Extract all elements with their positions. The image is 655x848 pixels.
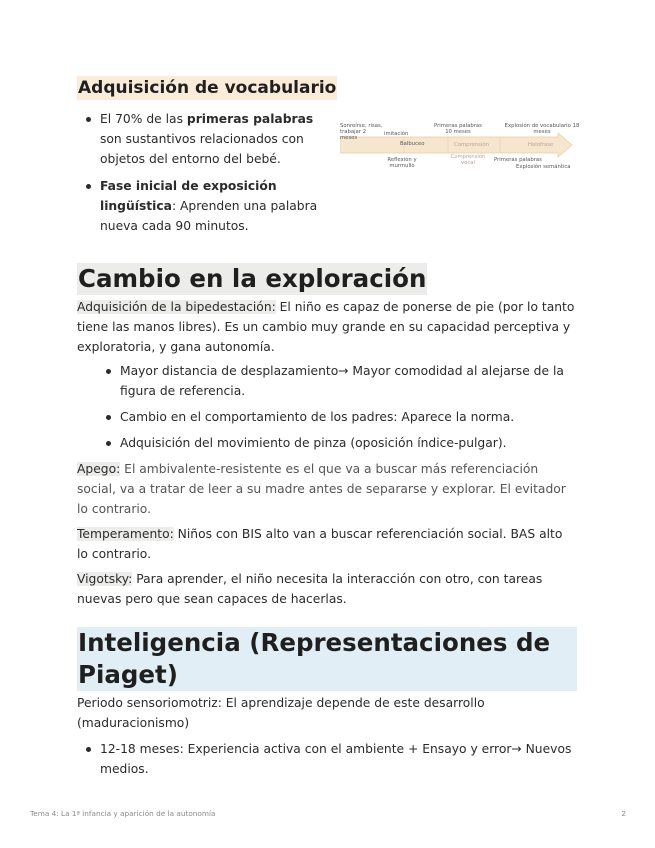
bullet-dot [86,117,91,122]
bullet-text: 12-18 meses: Experiencia activa con el ambiente + Ensayo y error→ Nuevos medios. [100,742,572,776]
timeline-label-top-2: Primeras palabras 10 meses [434,123,482,135]
page-content [77,76,580,786]
bullet-dot [106,441,111,446]
bullet-text: Mayor distancia de desplazamiento→ Mayor comodidad al alejarse de la figura de referencia. [120,364,564,398]
language-timeline-figure [340,123,580,171]
bullet-dot [86,747,91,752]
list-item [77,407,577,427]
timeline-label-top-1: Sonreírse, risas, trabajar 2 meses [340,123,383,141]
bullet-text: Adquisición del movimiento de pinza (oposición índice-pulgar). [120,436,507,450]
bullet-dot [106,369,111,374]
label-temperamento: Temperamento: [77,527,174,541]
heading-vocabulario: Adquisición de vocabulario [78,78,337,98]
paragraph-vigotsky [77,569,577,609]
list-item [77,109,327,169]
bullet-text-post: son sustantivos relacionados con objetos del entorno del bebé. [100,132,304,166]
paragraph-apego [77,459,577,519]
heading-exploracion: Cambio en la exploración [78,264,427,293]
bullet-text: Cambio en el comportamiento de los padres: Aparece la norma. [120,410,515,424]
timeline-label-mid-2: Balbuceo [400,141,425,147]
timeline-label-bottom-1: Reflexión y murmullo [387,157,417,169]
bullet-text-pre: El 70% de las [100,112,187,126]
timeline-label-mid-1: imitación [384,131,409,137]
bullet-dot [86,184,91,189]
section-exploracion [77,263,577,609]
list-item [77,739,577,779]
inteligencia-list [77,739,577,779]
text-bipedestacion: El niño es capaz de ponerse de pie (por lo tanto tiene las manos libres). Es un cambio muy grande en su capacidad perceptiva y exploratoria, y gana autonomía. [77,300,575,354]
timeline-label-bottom-3: Primeras palabras [494,157,542,163]
label-apego: Apego: [77,462,121,476]
footer-title: Tema 4: La 1ª infancia y aparición de la autonomía [30,809,216,818]
label-vigotsky: Vigotsky: [77,572,133,586]
paragraph-temperamento [77,524,577,564]
section-vocabulario [77,76,580,236]
timeline-label-bottom-4: Explosión semántica [516,164,571,170]
paragraph-bipedestacion [77,297,577,357]
exploracion-list [77,361,577,453]
bullet-dot [106,415,111,420]
text-apego: El ambivalente-resistente es el que va a buscar más referenciación social, va a tratar de leer a su madre antes de separarse y explorar. El evitador lo contrario. [77,462,566,516]
label-bipedestacion: Adquisición de la bipedestación: [77,300,276,314]
list-item [77,361,577,401]
paragraph-sensoriomotriz: Periodo sensoriomotriz: El aprendizaje depende de este desarrollo (maduracionismo) [77,696,485,730]
list-item [77,433,577,453]
heading-inteligencia: Inteligencia (Representaciones de Piaget) [77,627,577,691]
footer-page-number: 2 [621,809,626,818]
bullet-text-bold: primeras palabras [186,112,314,126]
bullet-text-post: : Aprenden una palabra nueva cada 90 minutos. [100,199,318,233]
timeline-label-top-3: Explosión de vocabulario 18 meses [504,123,580,135]
vocabulario-list [77,109,327,243]
timeline-label-mid-3: Comprensión [454,142,489,148]
list-item [77,176,327,236]
timeline-label-bottom-2: Comprensión vocal [450,154,486,166]
section-inteligencia [77,627,577,779]
bullet-text-bold: Fase inicial de exposición lingüística [100,179,277,213]
text-temperamento: Niños con BIS alto van a buscar referenciación social. BAS alto lo contrario. [77,527,563,561]
text-vigotsky: Para aprender, el niño necesita la interacción con otro, con tareas nuevas pero que sean capaces de hacerlas. [77,572,543,606]
timeline-label-mid-4: Holofrase [528,142,554,148]
